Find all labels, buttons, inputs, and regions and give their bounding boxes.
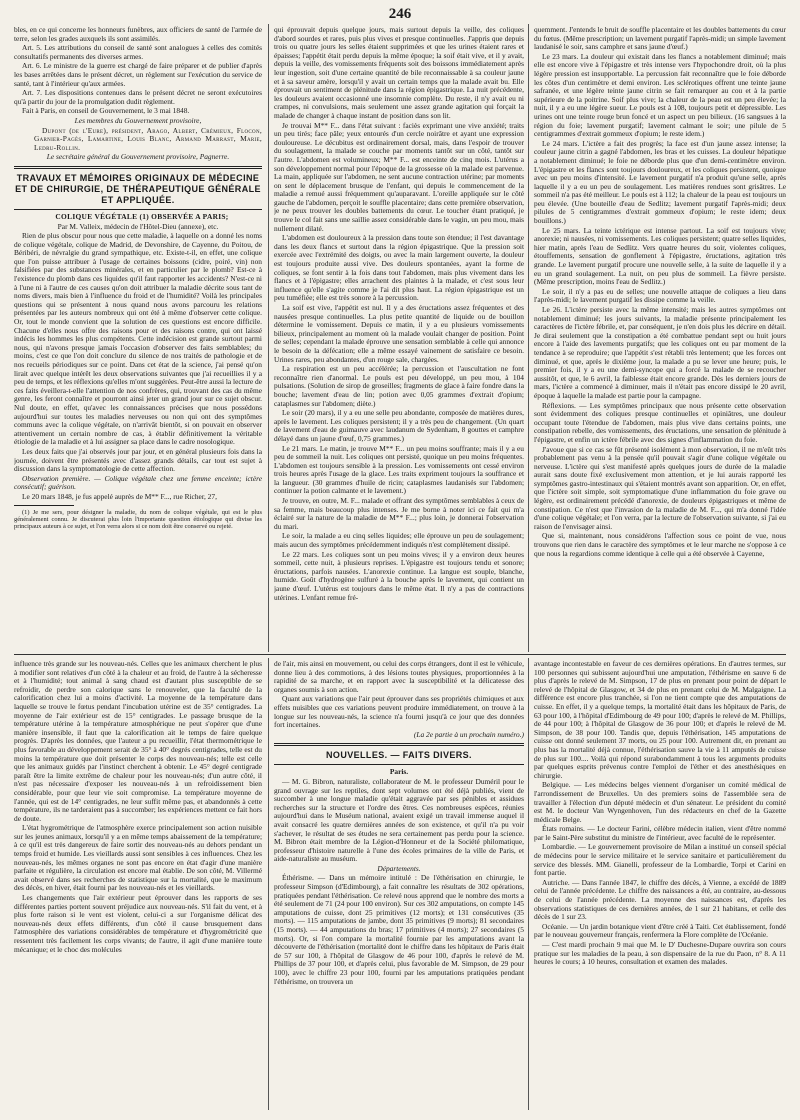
- lower-column-2: [274, 660, 524, 1110]
- signers: Dupont (de l'Eure), président, Arago, Albert, Crémieux, Flocon, Garnier-Pagès, Lamartine, Louis Blanc, Armand Marrast, Marie, Ledru-Rollin.: [34, 125, 262, 152]
- lower-column-1: [14, 660, 262, 1110]
- paragraph: Le 22 mars. Les coliques sont un peu moins vives; il y a environ deux heures sommeil, cette nuit, à plusieurs reprises. L'épigastre est toujours tendu et sonore; éructations, parfois nausées. L'anorexie continue. La langue est souple, blanche, humide. Goût d'hydrogène sulfuré à la bouche après le lavement, qui contient un jaune d'œuf. L'utérus est toujours dans le même état. Il n'y a pas de contractions utérines. L'enfant remue fré-: [274, 549, 524, 602]
- paragraph: L'état hygrométrique de l'atmosphère exerce principalement son action nuisible sur les jeunes animaux, lorsqu'il y a en même temps abaissement de la température; à ce qu'il est très dangereux de faire sortir des nouveau-nés au dehors pendant un temps froid et humide. Les vieillards aussi sont sensibles à ces influences. Chez les nouveau-nés, les mêmes organes ne sont pas encore en état d'agir d'une manière parfaite et régulière, la circulation est encore mal établie. De son côté, M. Villermé avait observé dans ses recherches de statistique sur la mortalité, que le maximum des décès, en hiver, était fourni par les nouveau-nés et les vieillards.: [14, 823, 262, 893]
- paragraph: Que si, maintenant, nous considérons l'affection sous ce point de vue, nous trouvons que rien dans le caractère des symptômes et le leur marche ne s'oppose à ce que nous la regardions comme identique à celle qui a été observée à Cayenne,: [534, 531, 786, 558]
- paragraph: Rien de plus obscur pour nous que cette maladie, à laquelle on a donné les noms de colique végétale, colique de Madrid, de Devonshire, de Cayenne, du Poitou, de Béribéri, de névralgie du grand sympathique, etc. Existe-t-il, en effet, une colique que l'on puisse attribuer à l'usage de certaines boissons (cidre, poiré, vin) non falsifiées par des substances minérales, et en particulier par le plomb? Est-ce à l'existence du plomb dans ces liquides qu'il faut rapporter les accidents? N'est-ce ni à l'une ni à l'autre de ces causes qu'on doit attribuer la maladie décrite sous tant de noms divers, mais bien à l'influence du froid et de l'humidité? Voilà les principales questions qui se présentent à nous quand nous avons parcouru les relations présentées par les auteurs nombreux qui ont été à même d'observer cette colique. Or, tout le monde convient que la solution de ces questions est encore difficile. Chacune d'elles nous offre des raisons pour et des raisons contre, qui ont laissé indécis les hommes les plus compétents. Cette indécision est grande surtout parmi nous, qui n'avons presque jamais l'occasion d'observer des faits semblables; du moins, c'est ce que l'on doit conclure du silence de nos traités de pathologie et de nos recueils périodiques sur ce point. Dans cet état de la science, j'ai pensé qu'on lirait avec quelque intérêt les deux observations suivantes que j'ai recueillies il y a peu de temps, et les réflexions qu'elles m'ont suggérées. Peut-être aussi la lecture de ces faits éveillera-t-elle l'attention de nos confrères, qui, trouvant des cas du même genre, les feront connaître et pourront ainsi jeter un grand jour sur ce sujet obscur. Nul doute, en effet, qu'avec les connaissances précises que nous possédons aujourd'hui sur toutes les maladies nerveuses ou non qui ont des symptômes communs avec la colique végétale, on n'arrivât bientôt, si on pouvait en observer attentivement un certain nombre de cas, à établir définitivement la véritable étiologie de la maladie et à lui assigner sa place dans le cadre nosologique.: [14, 231, 262, 447]
- paragraph: L'abdomen est douloureux à la pression dans toute son étendue; il l'est davantage dans les deux flancs et surtout dans la région épigastrique. Que la pression soit exercée avec l'extrémité des doigts, ou avec la main largement ouverte, la douleur est toujours produite aussi vive. Des douleurs spontanées, ayant la forme de coliques, se font sentir à la fois dans tout l'abdomen, mais plus vivement dans les flancs et à l'épigastre; elles arrachent des plaintes à la malade, et c'est sous leur influence qu'elle s'agite comme je l'ai dit plus haut. La région épigastrique est un peu tuméfiée; elle est très sonore à la percussion.: [274, 233, 524, 303]
- paragraph: Le soir, la malade a eu cinq selles liquides; elle éprouve un peu de soulagement; mais aucun des symptômes précédemment indiqués n'est complètement dissipé.: [274, 531, 524, 550]
- paragraph: Je trouvai M** F... dans l'état suivant : faciès exprimant une vive anxiété; traits un peu tirés; face pâle; yeux entourés d'un cercle noirâtre et ayant une expression douloureuse. Le décubitus est ordinairement dorsal, mais, dans l'espoir de trouver du soulagement, la malade se couche par moments tantôt sur un côté, tantôt sur l'autre. L'abdomen est volumineux; M** F... est enceinte de cinq mois. L'utérus a son développement normal pour l'époque de la grossesse où la malade est parvenue. La main, appliquée sur l'abdomen, ne sent aucune contraction utérine; par moments on sent le déplacement brusque de l'enfant, qui depuis le commencement de la maladie a remué aussi fréquemment qu'auparavant. L'oreille appliquée sur le côté gauche de l'abdomen, perçoit le souffle placentaire; dans cette première observation, je ne peux trouver les doubles battements du cœur. Le toucher étant pratiqué, je trouve le col fait sans une saillie assez considérable dans le vagin, un peu mou, mais nullement dilaté.: [274, 120, 524, 233]
- section-title: NOUVELLES. — FAITS DIVERS.: [326, 750, 472, 761]
- paragraph: Les changements que l'air extérieur peut éprouver dans les rapports de ses différentes parties portent souvent préjudice aux nouveau-nés. S'il fait du vent, et à plus forte raison si le vent est violent, celui-ci a sur l'organisme délicat des nouveau-nés deux effets différents, d'un côté il cause brusquement dans l'atmosphère des variations considérables de température et d'hygrométricité que ressentent très facilement les corps vivants; de l'autre, il agit d'une manière toute mécanique; et le choc des molécules: [14, 893, 262, 954]
- paragraph: — M. G. Bibron, naturaliste, collaborateur de M. le professeur Duméril pour le grand ouvrage sur les reptiles, dont sept volumes ont été déjà publiés, vient de succomber à une longue maladie qu'était aggravée par ses pénibles et assidues recherches sur la structure et l'ordre des êtres. Ces nombreuses espèces, réunies aujourd'hui dans le Muséum national, avaient exigé un travail immense auquel il avait consacré les quatre dernières années de son existence, et qu'il n'a pu voir s'achever, le résultat de ses études ne sera certainement pas perdu pour la science. M. Bibron était membre de la Légion-d'Honneur et de la Société philomatique, professeur d'histoire naturelle à l'une des écoles primaires de la ville de Paris, et aide-naturaliste au muséum.: [274, 776, 524, 864]
- column-3: [534, 26, 786, 652]
- paragraph: qui éprouvait depuis quelque jours, mais surtout depuis la veille, des coliques d'abord sourdes et rares, puis plus vives et presque continuelles. J'appris que depuis trois ou quatre jours les selles étaient supprimées et que les urines étaient rares et épaisses; l'appétit était perdu depuis la même époque; la soif était vive, et il y avait, depuis la veille, des vomissements fréquents soit des boissons immédiatement après leur ingestion, soit d'une certaine quantité de bile reconnaissable à sa couleur jaune et à sa saveur amère, lorsqu'il y avait un certain temps que la malade avait bu. Elle éprouvait un sentiment de plénitude dans la région épigastrique. La nuit précédente, les douleurs avaient occasionné une insomnie complète. Du reste, il n'y avait eu ni crampes, ni convulsions, mais seulement une assez grande agitation qui forçait la malade de changer à chaque instant de position dans son lit.: [274, 26, 524, 120]
- paragraph: Le 26. L'ictère persiste avec la même intensité; mais les autres symptômes ont notablement diminué; les jours suivants, la maladie présente principalement les caractères de l'ictère fébrile, et, par conséquent, je n'en dois plus les décrire en détail. Je dirai seulement que la constipation a été combattue pendant sept ou huit jours encore à l'aide des lavements purgatifs; que les coliques ont eu par moment de la tendance à se reproduire; que l'appétit s'est rétabli très lentement; que les forces ont diminué, et que, après le dixième jour, la malade a pu se lever une heure; puis, le premier fois, il y a eu une demi-syncope qui a forcé la malade de se recoucher aussitôt, et que, le 6 avril, la faiblesse était encore grande. Dès les derniers jours de mars, l'ictère a commencé à diminuer, mais il n'était pas encore dissipé le 20 avril, époque à laquelle la malade est partie pour la campagne.: [534, 305, 786, 400]
- column-divider: [528, 24, 529, 652]
- paragraph: Le 23 mars. La douleur qui existait dans les flancs a notablement diminué; mais elle est encore vive à l'épigastre et très intense vers l'hypochondre droit, où la plus légère pression est insupportable. La percussion fait reconnaître que le foie déborde les côtes d'un centimètre et demi environ. Les sclérotiques offrent une teinte jaune safranée, et une légère teinte jaune citrin se fait remarquer au cou et à la partie supérieure de la poitrine. Soif plus vive; la chaleur de la peau est un peu élevée; la nuit, il y a eu une légère sueur. Le pouls est à 108, toujours petit et dépressible. Les urines ont une teinte rouge brun foncé et un aspect un peu bilieux. (16 sangsues à la région du foie; lavement purgatif; lavement calmant le soir; une pilule de 5 centigrammes d'extrait gommeux d'opium; le reste idem.): [534, 51, 786, 139]
- article-author: Par M. Valleix, médecin de l'Hôtel-Dieu (annexe), etc.: [57, 221, 219, 231]
- paragraph: Le 25 mars. La teinte ictérique est intense partout. La soif est toujours vive; anorexie; ni nausées, ni vomissements. Les coliques persistent; quatre selles liquides, hier matin, après l'eau de Sedlitz. Vers quatre heures du soir, violentes coliques, étouffements, sensation de gonflement à l'épigastre, éructations, agitation très grande. Le lavement purgatif procure une nouvelle selle, à la suite de laquelle il y a eu un grand soulagement. La nuit, on peu plus de sommeil. La fièvre persiste. (Même prescription, moins l'eau de Sedlitz.): [534, 225, 786, 287]
- paragraph: Éthérisme. — Dans un mémoire intitulé : De l'éthérisation en chirurgie, le professeur Simpson (d'Edimbourg), a fait connaître les résultats de 302 opérations, pratiquées pendant l'éthérisation. Ce relevé nous apprend que le nombre des morts a été seulement de 71 (24 pour 100 environ). Sur ces 302 amputations, on compte 145 amputations de cuisse, dont 25 primitives (12 morts); et 131 consécutives (35 morts). — 115 amputations de jambe, dont 35 primitives (9 morts); 81 secondaires (15 morts). — 44 amputations du bras; 17 primitives (4 morts); 27 secondaires (5 morts). Or, si l'on compare la mortalité fournie par les amputations avant la découverte de l'éthérisation (mortalité dont le chiffre dans les hôpitaux de Paris était de 57 sur 100, à l'hôpital de Glasgow de 46 pour 100, d'après le relevé de M. Phillips de 37 pour 100, et d'après celui, plus favorable de M. Simpson, de 29 pour 100), avec le chiffre 23 pour 100, fourni par les amputations pratiquées pendant l'éthérisme, on trouvera un: [274, 873, 524, 986]
- paragraph: États romains. — Le docteur Farini, célèbre médecin italien, vient d'être nommé par le Saint-Père substitut du ministre de l'intérieur, avec faculté de le représenter.: [534, 824, 786, 842]
- footnote: (1) Je me sers, pour désigner la maladie, du nom de colique végétale, qui est le plus généralement connu. Je discuterai plus loin l'importante question étiologique qui divise les principaux auteurs à ce sujet, et l'on verra alors si ce nom doit être conservé ou rejeté.: [14, 508, 262, 531]
- subsection-heading: Départements.: [377, 863, 421, 873]
- paragraph: bles, en ce qui concerne les honneurs funèbres, aux officiers de santé de l'armée de terre, selon les grades auxquels ils sont assimilés.: [14, 26, 262, 43]
- paragraph: La soif est vive, l'appétit est nul. Il y a des éructations assez fréquentes et des nausées presque continuelles. La plus petite quantité de liquide ou de bouillon détermine le vomissement. Depuis ce matin, il y a eu plusieurs vomissements bilieux, principalement au moment où la malade voulait changer de position. Point de selles; cependant la malade éprouve une sensation semblable à celle qui annonce le besoin de la défécation; elle a même essayé vainement de satisfaire ce besoin. Urines rares, peu abondantes, d'un rouge sale, chargées.: [274, 303, 524, 364]
- rule: [14, 209, 262, 210]
- paragraph: Le soir, il n'y a pas eu de selles; une nouvelle attaque de coliques a lieu dans l'après-midi; le lavement purgatif les dissipe comme la veille.: [534, 286, 786, 305]
- paragraph: Belgique. — Les médecins belges viennent d'organiser un comité médical de l'arrondissement de Bruxelles. Un des premiers soins de l'assemblée sera de travailler à l'élection d'un député médecin et d'un sénateur. Le président du comité est M. le docteur Van Wyngenhoven, l'un des rédacteurs en chef de la Gazette médicale Belge.: [534, 780, 786, 824]
- paragraph: Le 20 mars 1848, je fus appelé auprès de M** F..., rue Richer, 27,: [22, 491, 217, 501]
- paragraph: J'avoue que si ce cas se fût présenté isolément à mon observation, il ne m'eût très probablement pas venu à la pensée qu'il pouvait s'agir d'une colique végétale ou nerveuse. L'ictère qui s'est manifesté après quelques jours de durée de la maladie aurait sans doute fixé exclusivement mon attention, et je lui aurais rapporté les symptômes gastro-intestinaux qui s'étaient montrés avant son apparition. Or, en effet, que l'ictère soit simple, soit symptomatique d'une inflammation du foie grave ou légère, est ordinairement précédé d'anorexie, de douleurs épigastriques et même de constipation. Ce n'est que l'invasion de la maladie de M. F..., qui m'a donné l'idée d'une colique végétale; et l'on verra, par la lecture de l'observation suivante, si j'ai eu raison de l'envisager ainsi.: [534, 444, 786, 531]
- paragraph: Art. 7. Les dispositions contenues dans le présent décret ne seront exécutoires qu'à partir du jour de la promulgation dudit règlement.: [14, 88, 262, 106]
- column-divider: [528, 658, 529, 1110]
- paragraph: Le 24 mars. L'ictère a fait des progrès; la face est d'un jaune assez intense; la couleur jaune citrin a gagné l'abdomen, les bras et les cuisses. La douleur hépatique a notablement diminué; le foie ne déborde plus que d'un demi-centimètre environ. L'épigastre et les flancs sont toujours douloureux, et les coliques persistent, quoique avec un peu moins d'intensité. Le lavement purgatif n'a produit qu'une selle, après laquelle il y a eu un peu de soulagement. Les matières rendues sont grisâtres. Le sommeil n'a pas été meilleur. Le pouls est à 112; la chaleur de la peau est toujours un peu élevée. (Une bouteille d'eau de Sedlitz; lavement purgatif l'après-midi; deux pilules de 5 centigrammes d'extrait gommeux d'opium; le reste idem; deux bouillons.): [534, 138, 786, 226]
- paragraph: Océanie. — Un jardin botanique vient d'être créé à Taiti. Cet établissement, fondé par le nouveau gouverneur français, renfermera la Flore complète de l'Océanie.: [534, 921, 786, 940]
- lower-column-3: [534, 660, 786, 1110]
- column-divider: [268, 658, 269, 1110]
- column-divider: [268, 24, 269, 652]
- paragraph: Le 21 mars. Le matin, je trouve M** F... un peu moins souffrante; mais il y a eu peu de sommeil la nuit. Les coliques ont persisté, quoique un peu moins fréquentes. L'abdomen est toujours sensible à la pression. Les vomissements ont cessé environ trois heures après l'usage de la glace. Les traits expriment toujours la souffrance et la langueur. (30 grammes d'huile de ricin; cataplasmes laudanisés sur l'abdomen; continuer la potion calmante et le lavement.): [274, 443, 524, 496]
- to-be-continued: (La 2e partie à un prochain numéro.): [413, 729, 524, 739]
- secretary: Le secrétaire général du Gouvernement provisoire, Pagnerre.: [46, 152, 230, 162]
- footnote-rule: [14, 505, 74, 506]
- rule: [274, 764, 524, 765]
- column-1: [14, 26, 262, 652]
- paragraph: Lombardie. — Le gouvernement provisoire de Milan a institué un conseil spécial de médecins pour le service militaire et le service sanitaire et particulièrement du service des blessés. MM. Gianelli, professeur de la Lombardie, Torpi et Carini en font partie.: [534, 842, 786, 878]
- paragraph: Quant aux variations que l'air peut éprouver dans ses propriétés chimiques et aux effets nuisibles que ces variations peuvent produire immédiatement, on trouve à la longue sur les nouveau-nés, la science n'a fourni jusqu'à ce jour que des données fort incertaines.: [274, 694, 524, 730]
- paragraph: Fait à Paris, en conseil de Gouvernement, le 3 mai 1848.: [22, 106, 190, 116]
- paragraph: Je trouve, en outre, M. F... malade et offrant des symptômes semblables à ceux de sa femme, mais beaucoup plus intenses. Je me borne à noter ici ce fait qui m'a éclairé sur la nature de la maladie de M** F...; plus loin, je donnerai l'observation du mari.: [274, 496, 524, 531]
- paragraph: — C'est mardi prochain 9 mai que M. le D' Duchesne-Dupare ouvrira son cours pratique sur les maladies de la peau, à son dispensaire de la rue du Paon, n° 8. A 11 heures le cours; à 10 heures, consultation et examen des malades.: [534, 940, 786, 967]
- signers-heading: Les membres du Gouvernement provisoire,: [74, 115, 202, 125]
- rule: [14, 166, 262, 169]
- paragraph: quemment. J'entends le bruit de souffle placentaire et les doubles battements du cœur du fœtus. (Même prescription; un lavement purgatif l'après-midi; un simple lavement laudanisé le soir, sans camphre et sans jaune d'œuf.): [534, 26, 786, 52]
- article-title: COLIQUE VÉGÉTALE (1) OBSERVÉE A PARIS;: [55, 211, 229, 221]
- paragraph: Les deux faits que j'ai observés jour par jour, et en général plusieurs fois dans la journée, doivent être présentés avec d'assez grands détails, car tout est sujet à discussion dans la symptomatologie de cette affection.: [14, 446, 262, 474]
- paragraph: Le soir (20 mars), il y a eu une selle peu abondante, composée de matières dures, après le lavement. Les coliques persistent; il y a très peu de changement. (Un quart de lavement d'eau de guimauve avec laudanum de Sydenham, 8 gouttes et camphre délayé dans un jaune d'œuf, 0,75 grammes.): [274, 408, 524, 443]
- observation-heading: Observation première. — Colique végétale chez une femme enceinte; ictère consécutif; guérison.: [14, 473, 262, 492]
- paragraph: avantage incontestable en faveur de ces dernières opérations. En d'autres termes, sur 100 personnes qui subissent aujourd'hui une amputation, l'éthérisme en sauve 6 de plus d'après le relevé de M. Simpson, 17 de plus en prenant pour point de départ le relevé de l'hôpital de Glasgow, et 34 de plus en prenant celui de M. Malgaigne. La différence est encore plus tranchée, si l'on ne tient compte que des amputations de cuisse. En effet, il y a quelque temps, la mortalité était dans les hôpitaux de Paris, de 63 pour 100, à l'hôpital d'Edimbourg de 49 pour 100; d'après le relevé de M. Phillips, de 44 pour 100; à l'hôpital de Glasgow de 36 pour 100; et d'après le relevé de M. Simpson, de 38 pour 100. Tandis que, depuis l'éthérisation, 145 amputations de cuisse ont donné seulement 37 morts, ou 25 pour 100. Autrement dit, en prenant au plus bas la mortalité déjà connue, l'éthérisation sauve la vie à 11 amputés de cuisse de plus sur 100.... Voilà qui répond surabondamment à tous les arguments produits par quelques esprits prévenus contre l'emploi de l'éther et des anesthésiques en chirurgie.: [534, 660, 786, 780]
- paragraph: Réflexions. — Les symptômes principaux que nous présente cette observation sont évidemment des coliques presque continuelles et opiniâtres, une douleur occupant toute l'étendue de l'abdomen, mais plus vive dans certains points, une constipation rebelle, des vomissements, des éructations, une sensation de plénitude à l'épigastre, et enfin un ictère fébrile avec des signes d'inflammation du foie.: [534, 400, 786, 444]
- paragraph: Art. 6. Le ministre de la guerre est chargé de faire préparer et de publier d'après les bases arrêtées dans le présent décret, un règlement sur l'exécution du service de santé, tant à l'intérieur qu'aux armées.: [14, 61, 262, 88]
- page-number: 246: [388, 6, 412, 22]
- newspaper-page: [14, 6, 786, 1114]
- rule: [274, 743, 524, 746]
- section-divider: [14, 654, 786, 655]
- paragraph: Autriche. — Dans l'année 1847, le chiffre des décès, à Vienne, a excédé de 1889 celui de l'année précédente. Le chiffre des naissances a été, au contraire, au-dessous de celui de l'année précédente. La moyenne des naissances est, d'après les observations statistiques de ces dernières années, de 1 sur 21 habitans, et celle des décès de 1 sur 23.: [534, 877, 786, 922]
- paragraph: Art. 5. Les attributions du conseil de santé sont analogues à celles des comités consultatifs permanents des diverses armes.: [14, 43, 262, 61]
- subsection-heading: Paris.: [389, 767, 409, 777]
- paragraph: de l'air, mis ainsi en mouvement, ou celui des corps étrangers, dont il est le véhicule, donne lieu à des commotions, à des lésions toutes physiques, proportionnées à la rapidité de sa marche, et en rapport avec la susceptibilité et la délicatesse des organes soumis à son action.: [274, 660, 524, 694]
- column-2: [274, 26, 524, 652]
- section-title: TRAVAUX ET MÉMOIRES ORIGINAUX DE MÉDECINE ET DE CHIRURGIE, DE THÉRAPEUTIQUE GÉNÉRALE ET APPLIQUÉE.: [15, 172, 261, 205]
- paragraph: La respiration est un peu accélérée; la percussion et l'auscultation ne font reconnaître rien d'anormal. Le pouls est peu développé, un peu mou, à 104 pulsations. (Solution de sirop de groseilles; fragments de glace à faire fondre dans la bouche; lavement d'eau de lin; potion avec 0,05 grammes d'extrait d'opium; cataplasmes sur l'abdomen; diète.): [274, 364, 524, 408]
- paragraph: influence très grande sur les nouveau-nés. Celles que les animaux cherchent le plus à modifier sont relatives d'un côté à la chaleur et au froid, de l'autre à la sécheresse et à l'humidité; tout animal à sang chaud est d'autant plus susceptible de se refroidir, de perdre son calorique sans le renouveler, que la faculté de la calorification chez lui a moins d'activité. La moyenne de la température dans laquelle se trouve le fœtus pendant l'incubation utérine est de 35° centigrades. La moyenne de l'air extérieur est de 15° centigrades. Le passage brusque de la température utérine à la température atmosphérique ne peut s'opérer que d'une manière insensible, il faut que la calorification ait le temps de faire quelque progrès. D'après les données, que l'auteur a pu recueillir, l'état thermométrique le plus favorable au développement serait de 35° à 40° degrés centigrades, telle est du moins la température que doit présenter le corps des nouveau-nés; telle est celle que les animaux guidés par l'instinct cherchent à obtenir. Le 45° degré centigrade paraît être la limite extrême de chaleur pour les nouveau-nés; d'un autre côté, il n'est pas nécessaire d'exposer les nouveau-nés à un refroidissement bien considérable, pour que leur vie soit compromise. La température moyenne de l'année, qui est de 14° centigrades, ne leur suffit même pas, et abandonnés à cette température, ils ne tarderaient pas à succomber; les expériences mettent ce fait hors de doute.: [14, 660, 262, 823]
